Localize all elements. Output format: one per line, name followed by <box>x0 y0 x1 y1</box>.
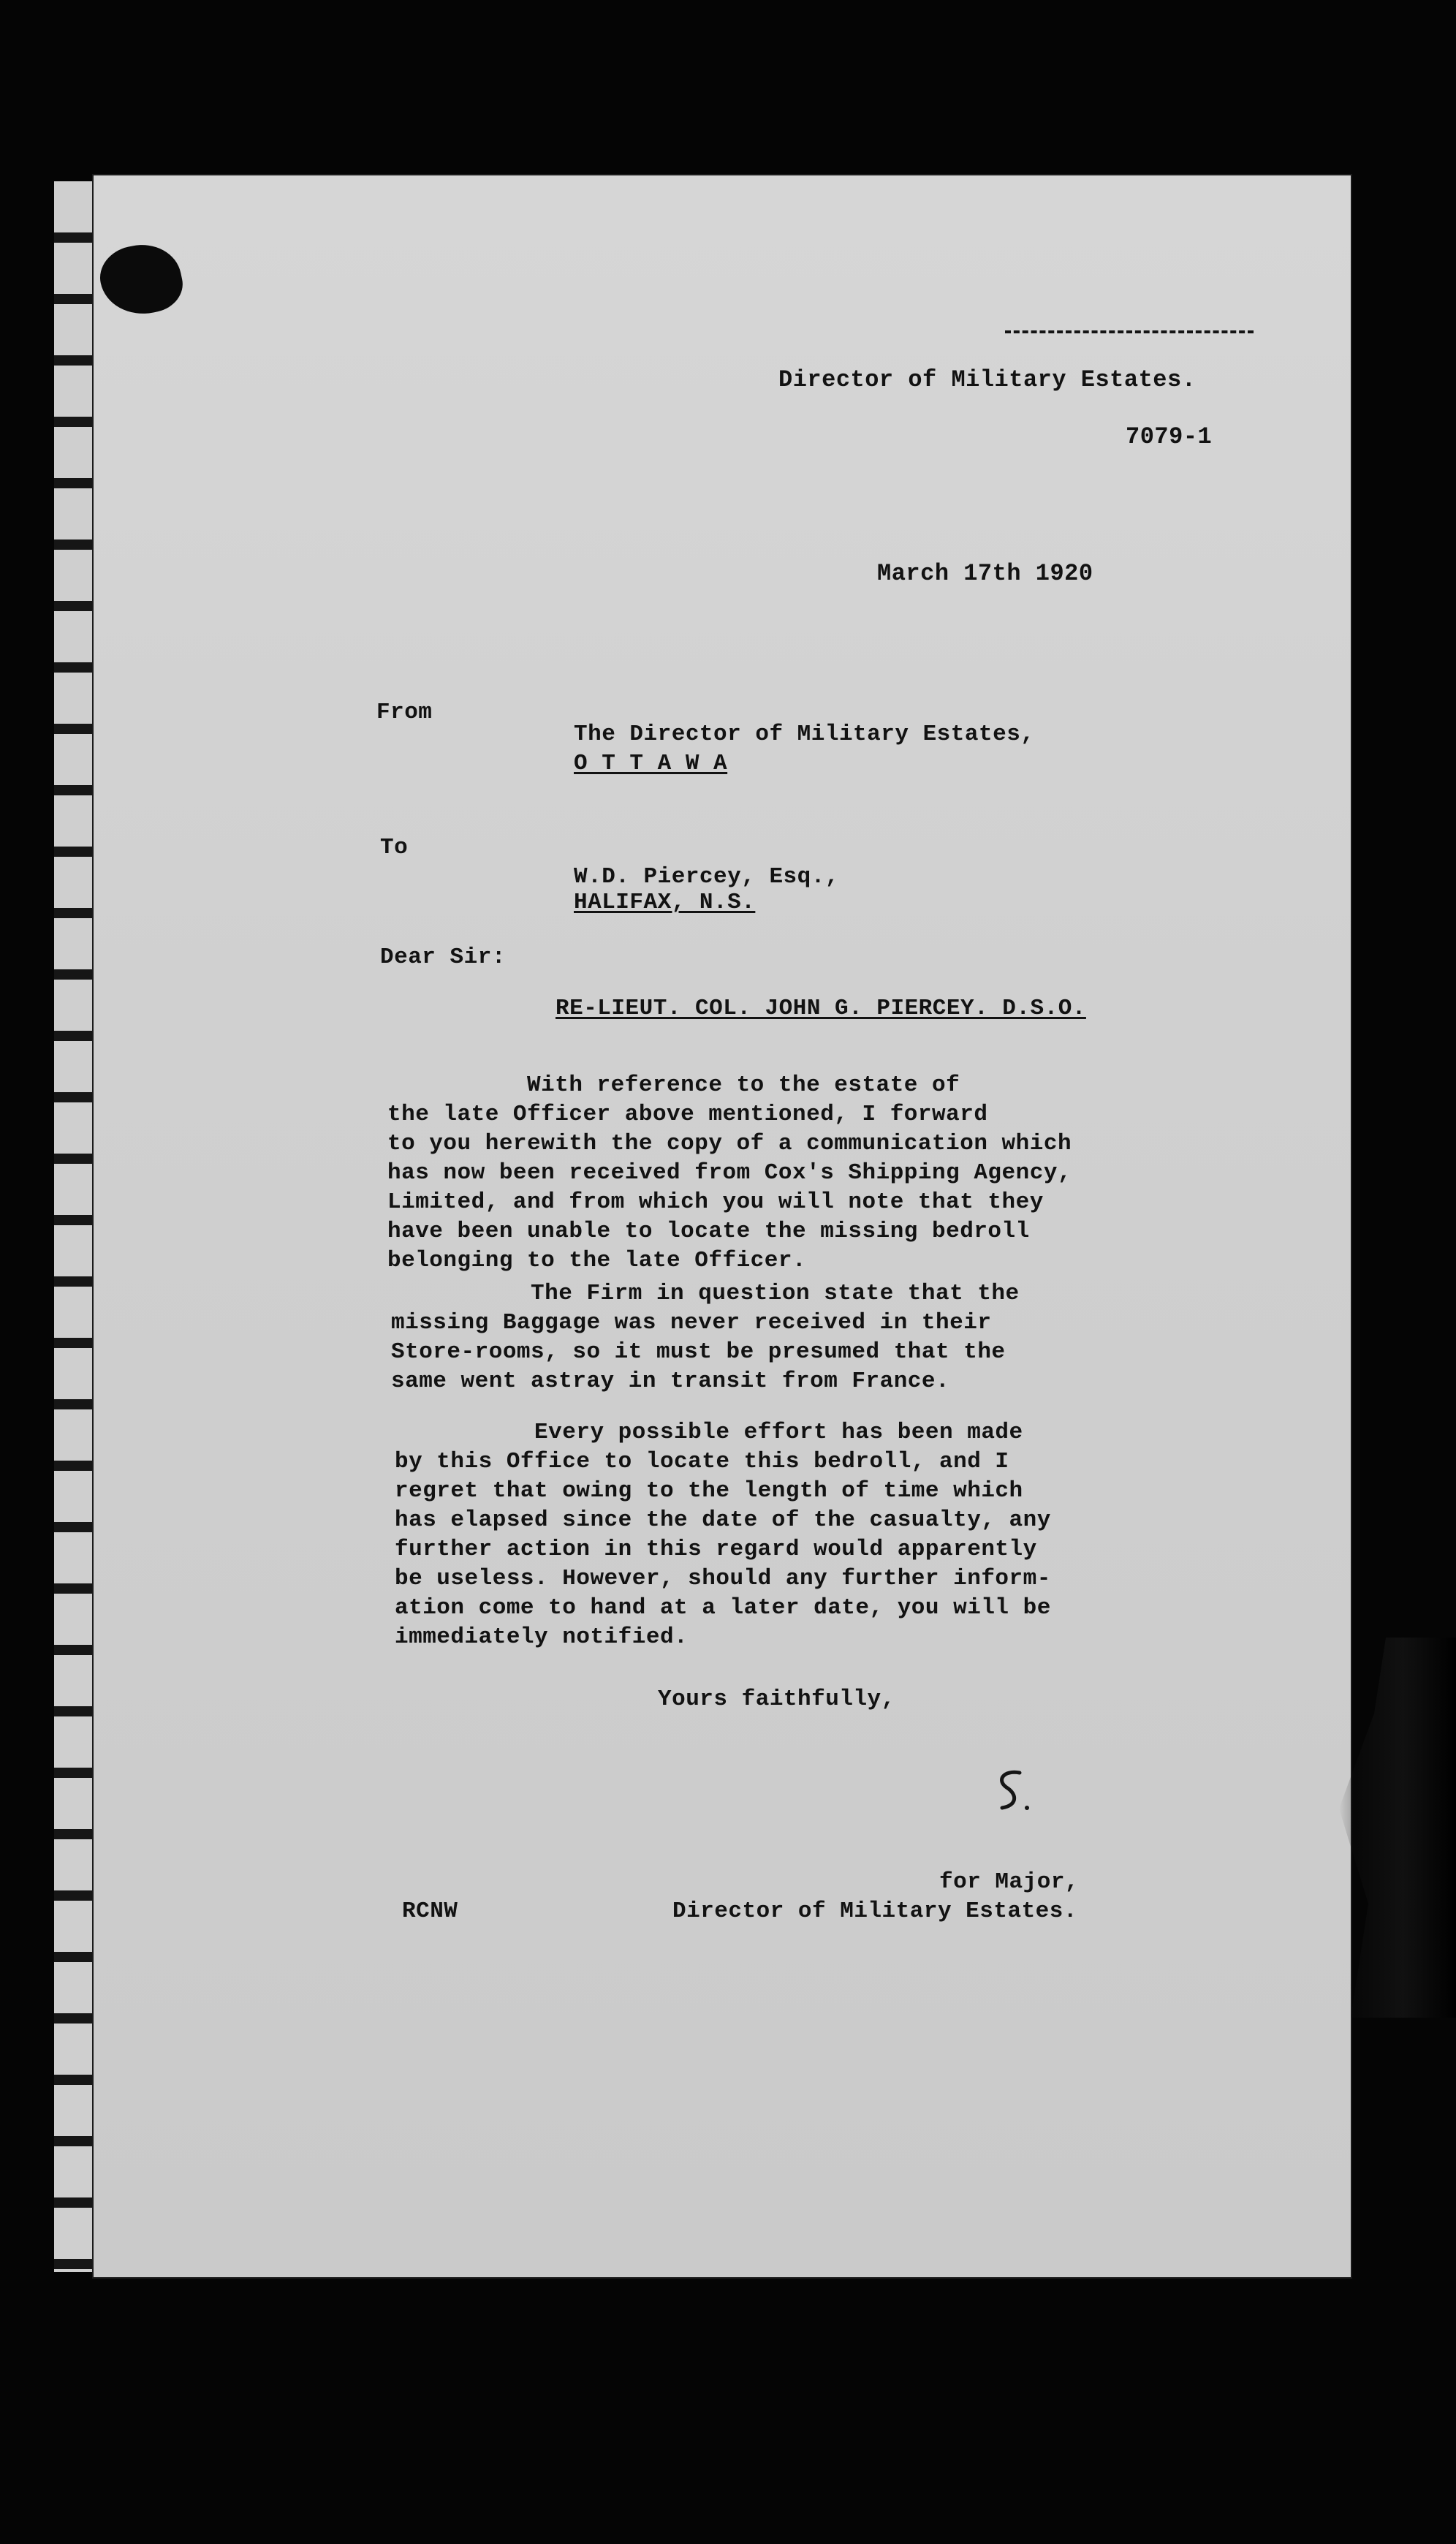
para3-line: by this Office to locate this bedroll, and I <box>395 1449 1009 1474</box>
para1-line: With reference to the estate of <box>387 1072 960 1098</box>
para3-line: ation come to hand at a later date, you will be <box>395 1595 1051 1621</box>
from-label: From <box>376 700 433 725</box>
salutation: Dear Sir: <box>380 944 506 970</box>
header-rule <box>1005 330 1254 333</box>
para3-line: regret that owing to the length of time which <box>395 1478 1023 1504</box>
to-line1: W.D. Piercey, Esq., <box>574 864 839 890</box>
closing: Yours faithfully, <box>658 1686 895 1712</box>
header-org: Director of Military Estates. <box>778 366 1197 393</box>
para3-line: immediately notified. <box>395 1624 689 1650</box>
para2-line: same went astray in transit from France. <box>391 1368 950 1394</box>
from-line1: The Director of Military Estates, <box>574 722 1035 747</box>
to-label: To <box>380 835 409 860</box>
subject-line: RE-LIEUT. COL. JOHN G. PIERCEY. D.S.O. <box>556 996 1086 1021</box>
typist-initials: RCNW <box>402 1898 458 1924</box>
from-line2: O T T A W A <box>574 751 728 776</box>
para1-line: belonging to the late Officer. <box>387 1248 807 1273</box>
signature-line1: for Major, <box>939 1869 1080 1895</box>
para1-line: has now been received from Cox's Shipping Agency, <box>387 1160 1072 1186</box>
para2-line: missing Baggage was never received in their <box>391 1310 992 1336</box>
to-line2: HALIFAX, N.S. <box>574 890 756 915</box>
letter-date: March 17th 1920 <box>877 560 1093 587</box>
para2-line: The Firm in question state that the <box>391 1281 1020 1306</box>
handwritten-initial-icon <box>990 1765 1034 1817</box>
file-number: 7079-1 <box>1126 423 1213 450</box>
para3-line: has elapsed since the date of the casualty, any <box>395 1507 1051 1533</box>
para1-line: the late Officer above mentioned, I forward <box>387 1102 988 1127</box>
para3-line: further action in this regard would apparently <box>395 1537 1037 1562</box>
signature-line2: Director of Military Estates. <box>672 1898 1077 1924</box>
para1-line: have been unable to locate the missing bedroll <box>387 1219 1030 1244</box>
para2-line: Store-rooms, so it must be presumed that the <box>391 1339 1006 1365</box>
para3-line: Every possible effort has been made <box>395 1420 1023 1445</box>
para1-line: to you herewith the copy of a communication which <box>387 1131 1072 1156</box>
para1-line: Limited, and from which you will note that they <box>387 1189 1044 1215</box>
para3-line: be useless. However, should any further inform- <box>395 1566 1051 1591</box>
